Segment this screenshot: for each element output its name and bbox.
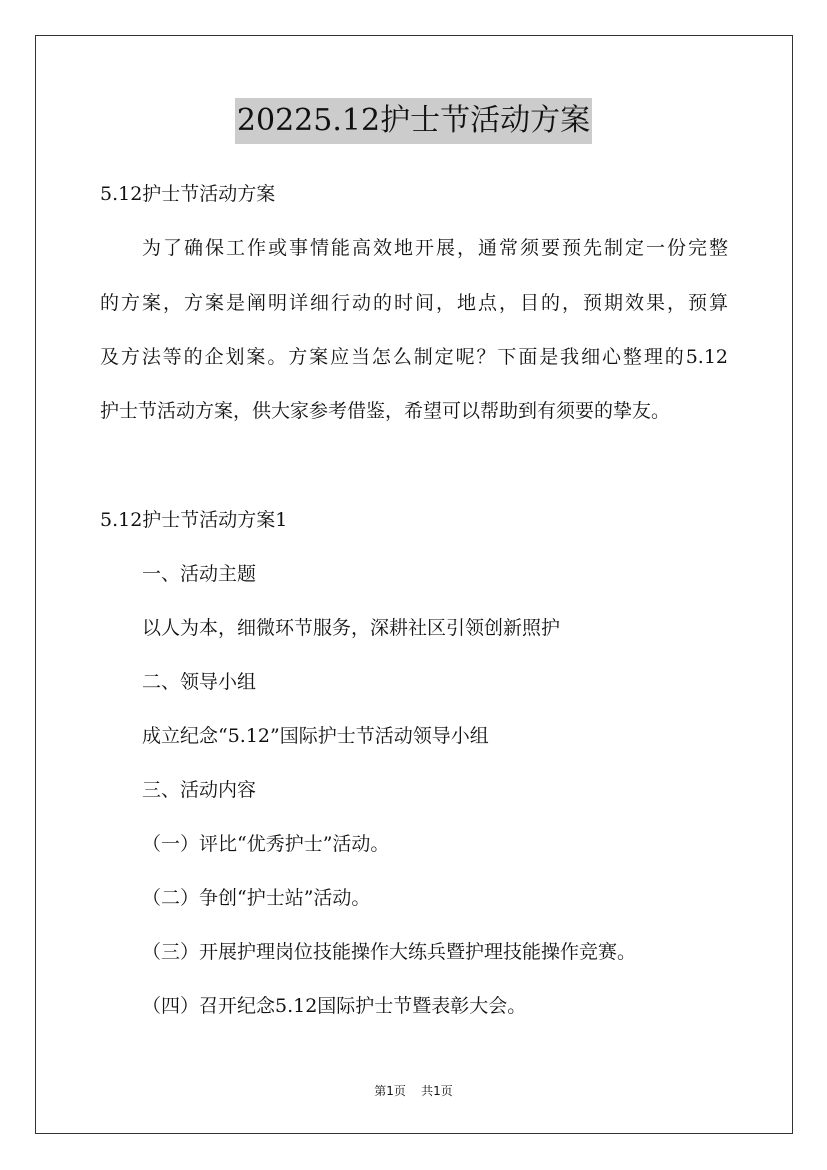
content-item-4: （四）召开纪念5.12国际护士节暨表彰大会。 <box>142 995 527 1017</box>
page-number: 第1页 <box>374 1084 406 1098</box>
document-title: 20225.12护士节活动方案 <box>235 98 592 144</box>
heading-leadership: 二、领导小组 <box>142 671 257 693</box>
page-footer <box>0 1083 827 1099</box>
intro-line-3: 及方法等的企划案。方案应当怎么制定呢？下面是我细心整理的5.12 <box>100 346 728 368</box>
leadership-text: 成立纪念“5.12”国际护士节活动领导小组 <box>142 725 489 747</box>
document-subtitle: 5.12护士节活动方案 <box>100 183 276 205</box>
intro-line-4: 护士节活动方案，供大家参考借鉴，希望可以帮助到有须要的挚友。 <box>100 400 671 422</box>
content-item-2: （二）争创“护士站”活动。 <box>142 887 371 909</box>
content-item-3: （三）开展护理岗位技能操作大练兵暨护理技能操作竞赛。 <box>142 941 637 963</box>
intro-line-2: 的方案，方案是阐明详细行动的时间，地点，目的，预期效果，预算 <box>100 292 728 314</box>
page-total: 共1页 <box>421 1084 453 1098</box>
title-container <box>0 98 827 144</box>
heading-content: 三、活动内容 <box>142 779 257 801</box>
section-heading: 5.12护士节活动方案1 <box>100 509 288 531</box>
intro-line-1: 为了确保工作或事情能高效地开展，通常须要预先制定一份完整 <box>142 237 728 259</box>
content-item-1: （一）评比“优秀护士”活动。 <box>142 833 390 855</box>
heading-theme: 一、活动主题 <box>142 563 257 585</box>
theme-text: 以人为本，细微环节服务，深耕社区引领创新照护 <box>142 617 561 639</box>
